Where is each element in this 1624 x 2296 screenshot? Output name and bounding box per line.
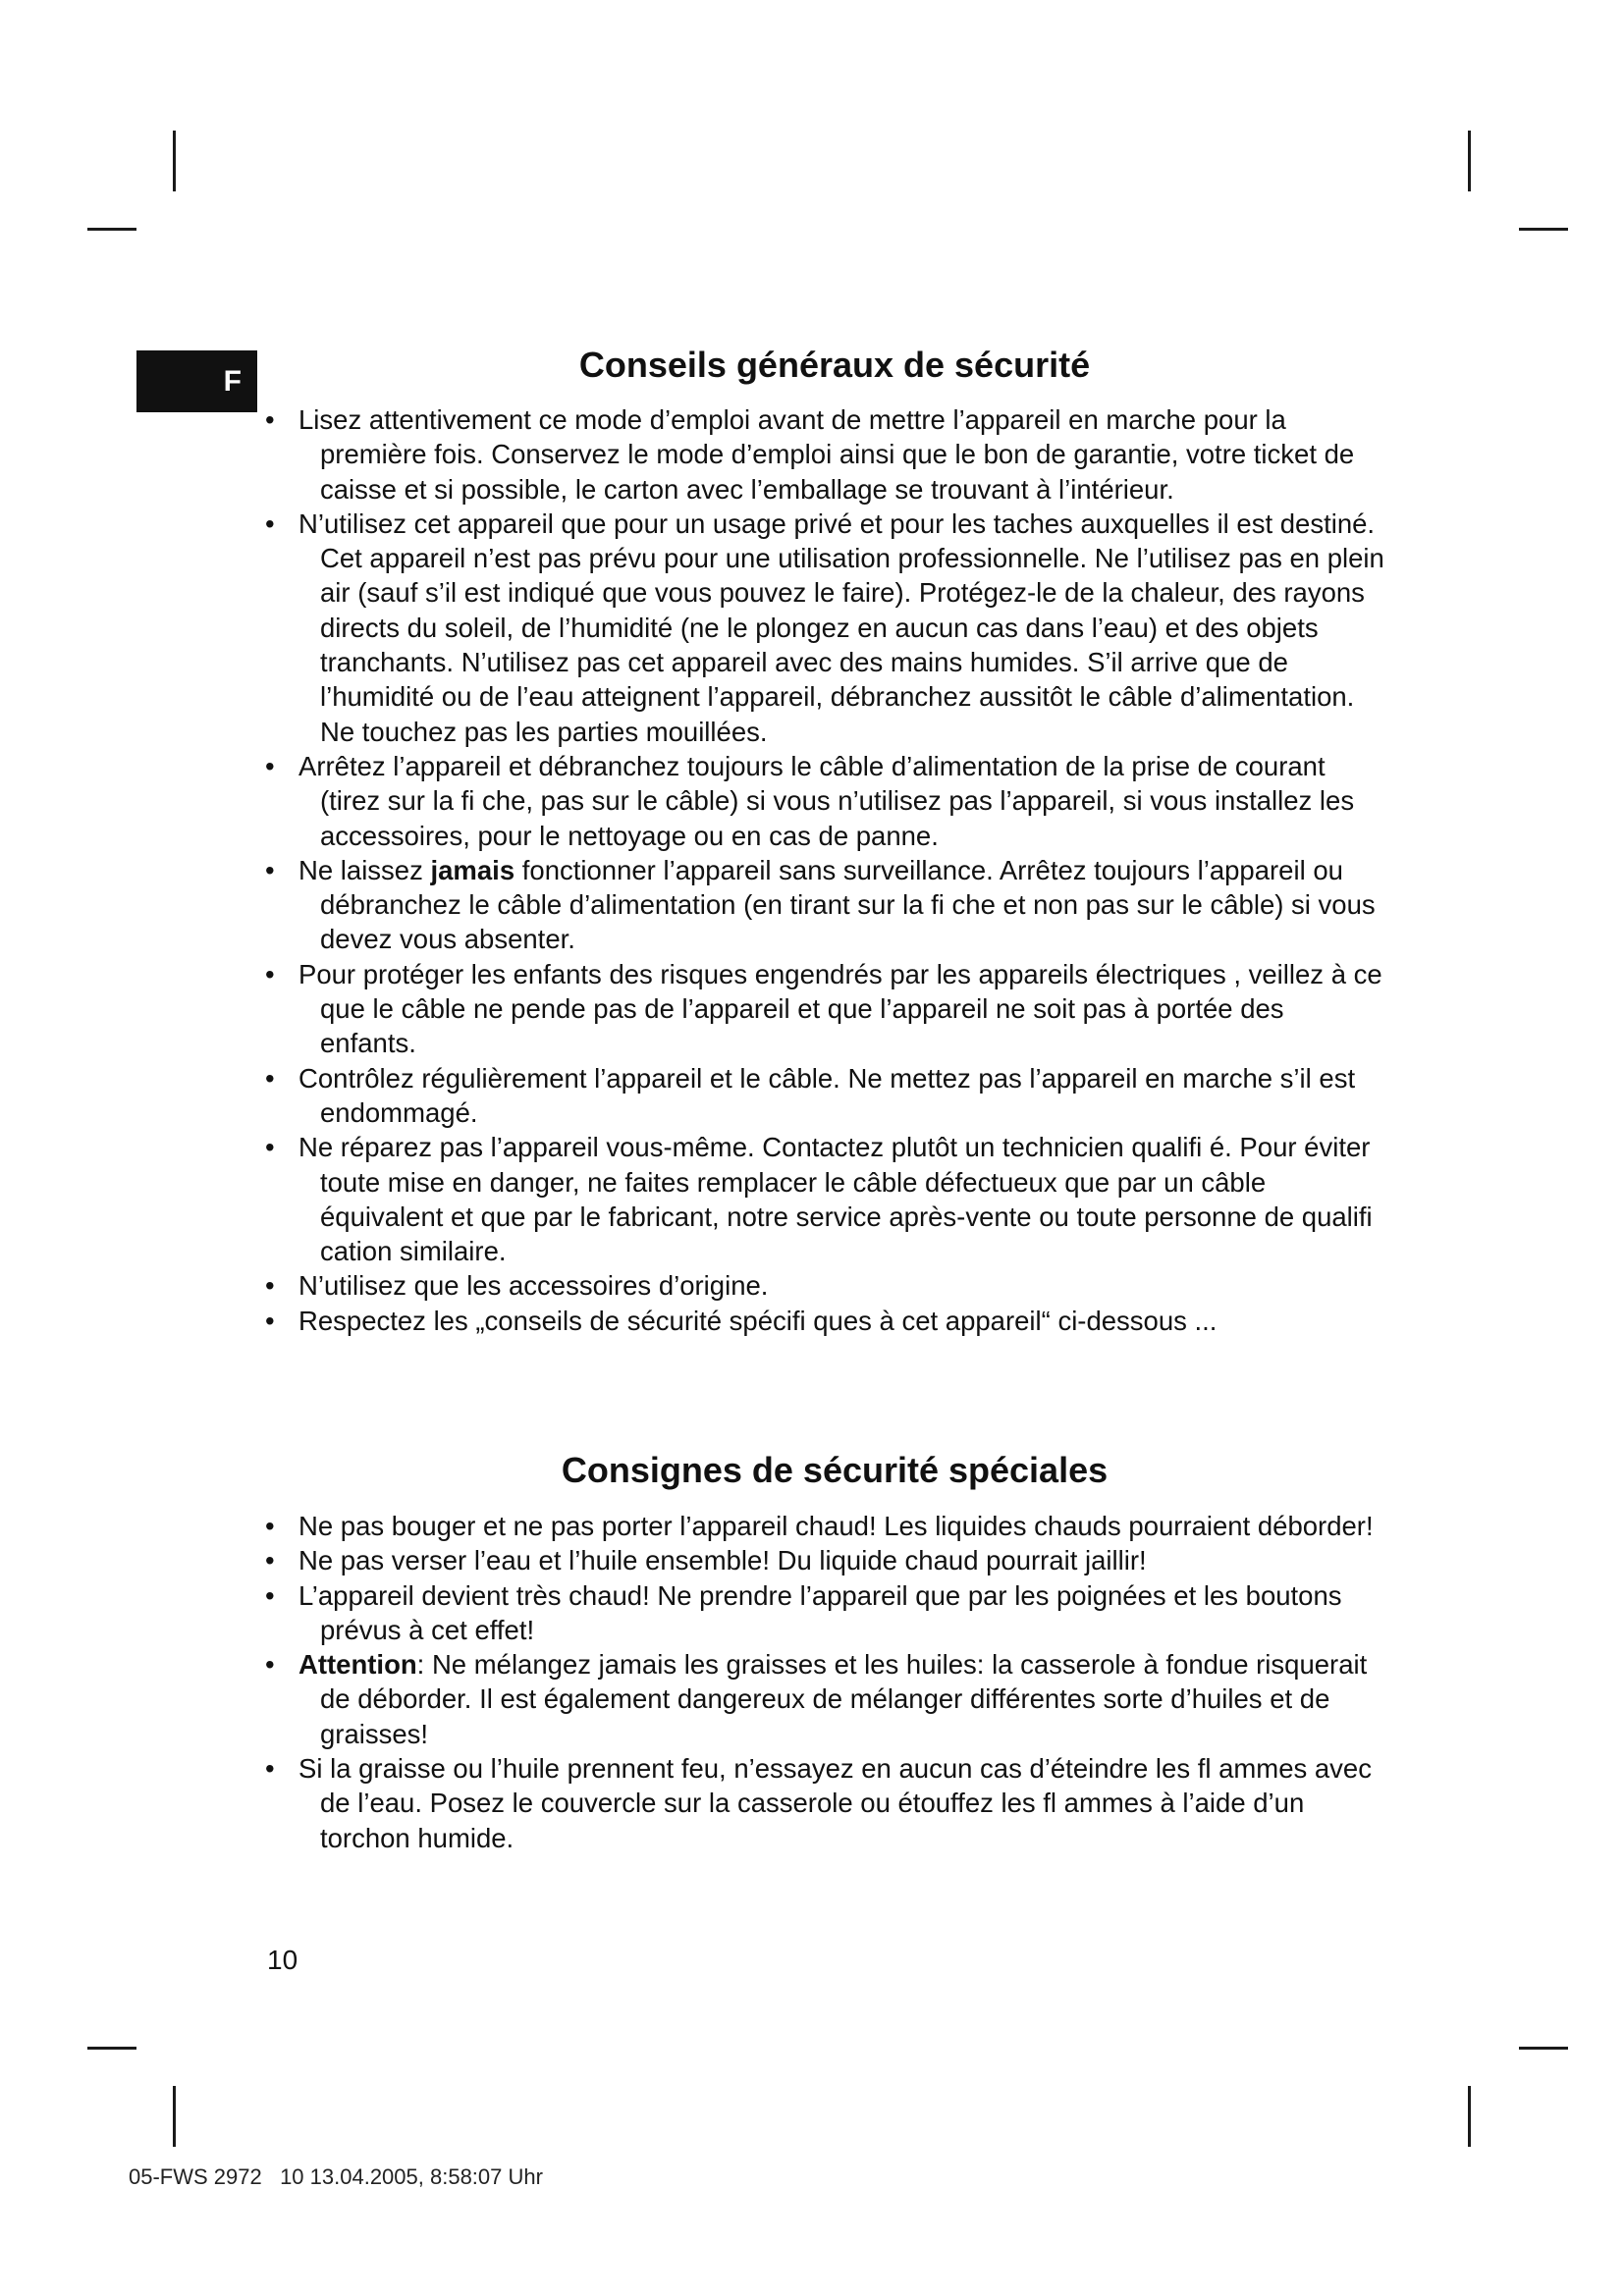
bullet-glyph: • [265,1753,275,1785]
print-footer: 05-FWS 2972 10 13.04.2005, 8:58:07 Uhr [129,2164,543,2189]
special-safety-list [265,1509,1384,1855]
section-title-special-safety: Consignes de sécurité spéciales [561,1450,1109,1490]
list-item-text: fonctionner l’appareil sans surveillance. Arrêtez toujours l’appareil ou débranchez le câble d’alimentation (en tirant sur la fi che et non pas sur le câble) si vous devez vous absenter. [320,854,1376,955]
list-item-text: Arrêtez l’appareil et débranchez toujours le câble d’alimentation de la prise de courant (tirez sur la fi che, pas sur le câble) si vous n’utilisez pas l’appareil, si vous installez les accessoires, pour le nettoyage ou en cas de panne. [298,750,1355,851]
crop-mark-bottom-left-vertical [173,2086,176,2147]
list-item-text: Pour protéger les enfants des risques engendrés par les appareils électriques , veillez à ce que le câble ne pende pas de l’appareil et que l’appareil ne soit pas à portée des enfants. [298,958,1382,1059]
list-item [265,1304,1384,1338]
crop-mark-bottom-right-horizontal [1519,2047,1568,2050]
list-item-text: N’utilisez que les accessoires d’origine. [298,1270,769,1302]
list-item-text: Ne pas verser l’eau et l’huile ensemble! Du liquide chaud pourrait jaillir! [298,1545,1147,1576]
list-item [265,1061,1384,1131]
bullet-glyph: • [265,1511,275,1541]
list-item [265,402,1384,507]
list-item-text: Respectez les „conseils de sécurité spécifi ques à cet appareil“ ci-dessous ... [298,1305,1218,1336]
list-item-text: Si la graisse ou l’huile prennent feu, n’essayez en aucun cas d’éteindre les fl ammes avec de l’eau. Posez le couvercle sur la casserole ou étouffez les fl ammes à l’aide d’un torchon humide. [298,1753,1372,1853]
list-item-text: L’appareil devient très chaud! Ne prendre l’appareil que par les poignées et les boutons prévus à cet effet! [298,1579,1342,1645]
bullet-glyph: • [265,958,275,989]
bullet-glyph: • [265,1132,275,1163]
crop-mark-bottom-right-vertical [1468,2086,1471,2147]
bullet-glyph: • [265,1270,275,1302]
bullet-glyph: • [265,507,275,539]
general-safety-list [265,402,1384,1338]
crop-mark-top-right-vertical [1468,131,1471,191]
list-item-text: Lisez attentivement ce mode d’emploi avant de mettre l’appareil en marche pour la première fois. Conservez le mode d’emploi ainsi que le bon de garantie, votre ticket de caisse et si possible, le carton avec l’emballage se trouvant à l’intérieur. [298,404,1355,505]
list-item [265,1647,1384,1751]
list-item-text: Ne laissez [298,854,431,885]
list-item [265,1268,1384,1303]
emphasis-text: Attention [298,1649,417,1681]
list-item [265,1578,1384,1648]
list-item-text: Ne réparez pas l’appareil vous-même. Contactez plutôt un technicien qualifi é. Pour éviter toute mise en danger, ne faites remplacer le câble défectueux que par un câble équivalent et que par le fabricant, notre service après-vente ou toute personne de qualifi cation similaire. [298,1132,1373,1267]
list-item [265,507,1384,749]
list-item [265,749,1384,853]
bullet-glyph: • [265,750,275,781]
list-item-text: : Ne mélangez jamais les graisses et les huiles: la casserole à fondue risquerait de déborder. Il est également dangereux de mélanger différentes sorte d’huiles et de graisses! [320,1649,1368,1749]
crop-mark-top-left-horizontal [87,228,136,231]
list-item [265,1130,1384,1268]
bullet-glyph: • [265,404,275,435]
list-item-text: N’utilisez cet appareil que pour un usage privé et pour les taches auxquelles il est destiné. Cet appareil n’est pas prévu pour une utilisation professionnelle. Ne l’utilisez pas en plein air (sauf s’il est indiqué que vous pouvez le faire). Protégez-le de la chaleur, des rayons directs du soleil, de l’humidité (ne le plongez en aucun cas dans l’eau) et des objets tranchants. N’utilisez pas cet appareil avec des mains humides. S’il arrive que de l’humidité ou de l’eau atteignent l’appareil, débranchez aussitôt le câble d’alimentation. Ne touchez pas les parties mouillées. [298,507,1384,747]
list-item [265,1543,1384,1577]
list-item [265,957,1384,1061]
emphasis-text: jamais [430,854,515,885]
bullet-glyph: • [265,1305,275,1336]
crop-mark-bottom-left-horizontal [87,2047,136,2050]
crop-mark-top-left-vertical [173,131,176,191]
page-number: 10 [267,1945,298,1975]
list-item-text: Contrôlez régulièrement l’appareil et le câble. Ne mettez pas l’appareil en marche s’il est endommagé. [298,1062,1356,1128]
section-title-general-safety: Conseils généraux de sécurité [578,345,1091,385]
list-item [265,1751,1384,1855]
bullet-glyph: • [265,1579,275,1611]
language-tab: F [136,350,257,412]
list-item [265,1509,1384,1543]
list-item [265,853,1384,957]
list-item-text: Ne pas bouger et ne pas porter l’appareil chaud! Les liquides chauds pourraient déborder! [298,1511,1374,1541]
bullet-glyph: • [265,1545,275,1576]
bullet-glyph: • [265,854,275,885]
bullet-glyph: • [265,1062,275,1094]
bullet-glyph: • [265,1649,275,1681]
crop-mark-top-right-horizontal [1519,228,1568,231]
